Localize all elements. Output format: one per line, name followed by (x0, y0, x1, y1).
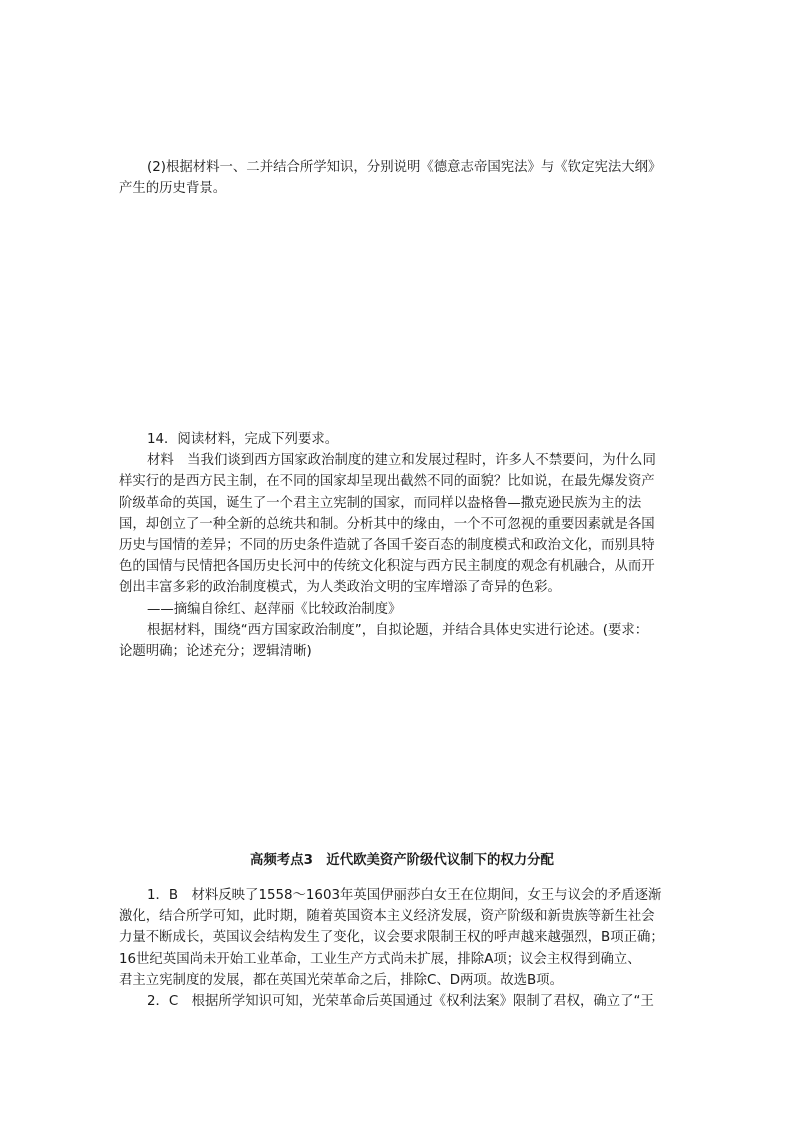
answer-line: 君主立宪制度的发展，都在英国光荣革命之后，排除C、D两项。故选B项。 (119, 972, 563, 988)
question-14-heading: 14．阅读材料，完成下列要求。 (147, 432, 339, 447)
question-14 (119, 429, 685, 662)
question-2-prompt (119, 157, 685, 199)
section-title: 高频考点3 近代欧美资产阶级代议制下的权力分配 (250, 853, 554, 868)
material-line: 样实行的是西方民主制，在不同的国家却呈现出截然不同的面貌？比如说，在最先爆发资产 (119, 474, 655, 490)
requirement-line: 根据材料，围绕“西方国家政治制度”，自拟论题，并结合具体史实进行论述。(要求： (147, 622, 649, 638)
answers (119, 885, 685, 1012)
material-line: 阶级革命的英国，诞生了一个君主立宪制的国家，而同样以盎格鲁—撒克逊民族为主的法 (119, 495, 642, 511)
answer-line: 1．B 材料反映了1558～1603年英国伊丽莎白女王在位期间，女王与议会的矛盾逐渐 (147, 888, 662, 903)
material-line: 历史与国情的差异；不同的历史条件造就了各国千姿百态的制度模式和政治文化，而别具特 (119, 538, 655, 554)
requirement-line: 论题明确；论述充分；逻辑清晰) (119, 644, 312, 660)
answer-line: 力量不断成长，英国议会结构发生了变化，议会要求限制王权的呼声越来越强烈，B项正确； (119, 930, 664, 946)
answer-line: 2．C 根据所学知识可知，光荣革命后英国通过《权利法案》限制了君权，确立了“王 (147, 994, 654, 1010)
material-line: 国，却创立了一种全新的总统共和制。分析其中的缘由，一个不可忽视的重要因素就是各国 (119, 516, 655, 532)
material-line: 色的国情与民情把各国历史长河中的传统文化积淀与西方民主制度的观念有机融合，从而开 (119, 559, 655, 575)
answer-line: 16世纪英国尚未开始工业革命，工业生产方式尚未扩展，排除A项；议会主权得到确立、 (119, 951, 641, 967)
text-line: (2)根据材料一、二并结合所学知识，分别说明《德意志帝国宪法》与《钦定宪法大纲》 (147, 160, 662, 175)
material-line: 创出丰富多彩的政治制度模式，为人类政治文明的宝库增添了奇异的色彩。 (119, 580, 561, 596)
material-line: 材料 当我们谈到西方国家政治制度的建立和发展过程时，许多人不禁要问，为什么同 (147, 453, 656, 469)
material-source: ——摘编自徐红、赵萍丽《比较政治制度》 (147, 601, 402, 617)
answer-line: 激化，结合所学可知，此时期，随着英国资本主义经济发展，资产阶级和新贵族等新生社会 (119, 909, 655, 925)
text-line: 产生的历史背景。 (119, 181, 227, 197)
